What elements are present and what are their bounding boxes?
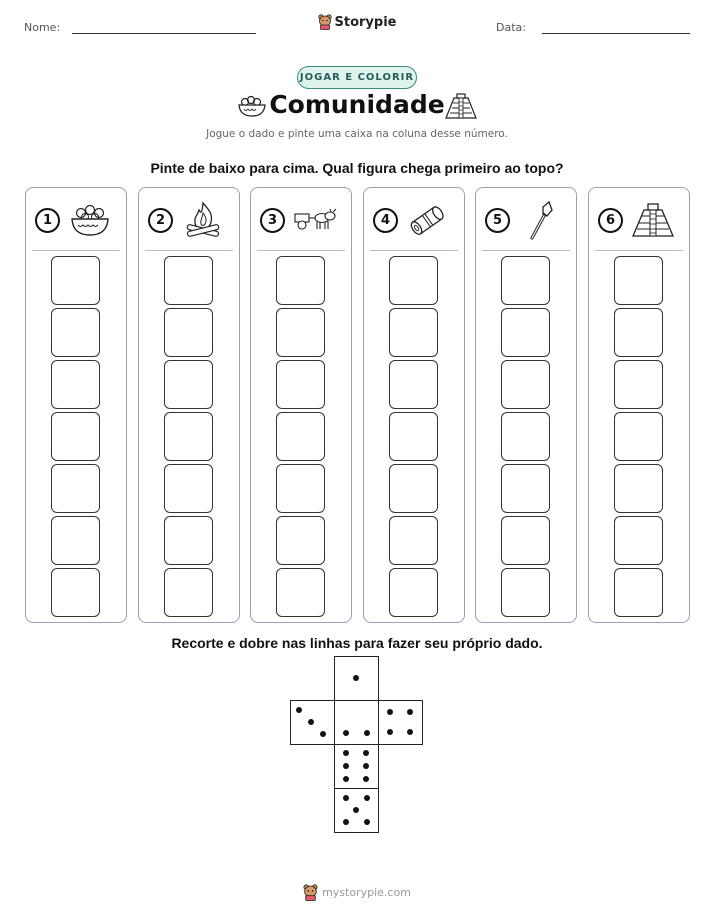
dice-pip bbox=[296, 707, 302, 713]
date-line bbox=[542, 33, 690, 34]
dice-pip bbox=[364, 819, 370, 825]
dice-pip bbox=[364, 730, 370, 736]
color-box bbox=[614, 568, 663, 617]
column-divider bbox=[257, 250, 345, 251]
column-divider bbox=[145, 250, 233, 251]
color-box bbox=[501, 516, 550, 565]
color-box bbox=[164, 308, 213, 357]
dice-pip bbox=[343, 776, 349, 782]
campfire-icon bbox=[181, 200, 225, 245]
color-box bbox=[164, 568, 213, 617]
food-bowl-icon bbox=[68, 200, 112, 245]
dice-pip bbox=[363, 750, 369, 756]
dice-pip bbox=[308, 719, 314, 725]
storypie-logo-icon bbox=[303, 884, 318, 901]
dice-face-2 bbox=[334, 700, 379, 745]
column-4 bbox=[363, 187, 465, 623]
color-box bbox=[51, 568, 100, 617]
column-number: 2 bbox=[148, 208, 173, 233]
color-box bbox=[51, 308, 100, 357]
color-box bbox=[276, 308, 325, 357]
dice-pip bbox=[343, 730, 349, 736]
color-box bbox=[164, 464, 213, 513]
color-box bbox=[389, 412, 438, 461]
color-box bbox=[501, 360, 550, 409]
color-box bbox=[276, 464, 325, 513]
dice-pip bbox=[363, 763, 369, 769]
column-number: 5 bbox=[485, 208, 510, 233]
column-header bbox=[485, 200, 569, 244]
color-box bbox=[51, 412, 100, 461]
color-box bbox=[389, 464, 438, 513]
color-box bbox=[276, 412, 325, 461]
dice-pip bbox=[364, 795, 370, 801]
dice-face-5 bbox=[334, 788, 379, 833]
dice-pip bbox=[343, 819, 349, 825]
dice-pip bbox=[407, 709, 413, 715]
color-box bbox=[276, 256, 325, 305]
brand-name: Storypie bbox=[334, 14, 397, 30]
column-2 bbox=[138, 187, 240, 623]
color-box bbox=[614, 308, 663, 357]
color-box bbox=[389, 360, 438, 409]
column-number: 3 bbox=[260, 208, 285, 233]
column-6 bbox=[588, 187, 690, 623]
color-box bbox=[389, 516, 438, 565]
color-box bbox=[51, 360, 100, 409]
color-box bbox=[501, 256, 550, 305]
dice-pip bbox=[407, 729, 413, 735]
color-box bbox=[614, 412, 663, 461]
column-divider bbox=[370, 250, 458, 251]
dice-face-3 bbox=[290, 700, 335, 745]
name-label: Nome: bbox=[24, 21, 61, 34]
footer-url: mystorypie.com bbox=[322, 886, 411, 899]
column-divider bbox=[32, 250, 120, 251]
color-box bbox=[276, 360, 325, 409]
dice-pip bbox=[320, 731, 326, 737]
storypie-logo-icon bbox=[318, 14, 332, 30]
color-box bbox=[614, 516, 663, 565]
color-box bbox=[389, 256, 438, 305]
column-5 bbox=[475, 187, 577, 623]
color-box bbox=[276, 516, 325, 565]
color-box bbox=[614, 464, 663, 513]
color-box bbox=[276, 568, 325, 617]
dice-face-4 bbox=[378, 700, 423, 745]
color-box bbox=[164, 256, 213, 305]
color-box bbox=[164, 412, 213, 461]
column-header bbox=[148, 200, 232, 244]
color-box bbox=[51, 516, 100, 565]
color-box bbox=[51, 256, 100, 305]
dice-face-6 bbox=[334, 744, 379, 789]
date-label: Data: bbox=[496, 21, 526, 34]
column-divider bbox=[482, 250, 570, 251]
color-box bbox=[389, 308, 438, 357]
column-1 bbox=[25, 187, 127, 623]
color-box bbox=[614, 256, 663, 305]
column-3 bbox=[250, 187, 352, 623]
brand bbox=[0, 14, 714, 35]
dice-pip bbox=[353, 675, 359, 681]
color-box bbox=[501, 464, 550, 513]
color-box bbox=[389, 568, 438, 617]
column-divider bbox=[595, 250, 683, 251]
dice-pip bbox=[343, 763, 349, 769]
column-number: 1 bbox=[35, 208, 60, 233]
dice-face-1 bbox=[334, 656, 379, 701]
column-number: 4 bbox=[373, 208, 398, 233]
dice-pip bbox=[387, 729, 393, 735]
column-header bbox=[260, 200, 344, 244]
dice-pip bbox=[363, 776, 369, 782]
instruction-top: Pinte de baixo para cima. Qual figura chega primeiro ao topo? bbox=[150, 160, 564, 176]
column-header bbox=[35, 200, 119, 244]
column-number: 6 bbox=[598, 208, 623, 233]
footer bbox=[0, 884, 714, 906]
color-box bbox=[51, 464, 100, 513]
dice-pip bbox=[343, 750, 349, 756]
color-box bbox=[164, 360, 213, 409]
dice-pip bbox=[387, 709, 393, 715]
dice-pip bbox=[353, 807, 359, 813]
scroll-icon bbox=[406, 200, 450, 245]
pyramid-icon bbox=[631, 200, 675, 245]
color-box bbox=[614, 360, 663, 409]
color-box bbox=[501, 308, 550, 357]
color-box bbox=[164, 516, 213, 565]
color-box bbox=[501, 412, 550, 461]
activity-badge: JOGAR E COLORIR bbox=[297, 66, 417, 89]
color-box bbox=[501, 568, 550, 617]
column-header bbox=[598, 200, 682, 244]
column-header bbox=[373, 200, 457, 244]
instruction-bottom: Recorte e dobre nas linhas para fazer seu próprio dado. bbox=[171, 635, 543, 651]
spear-icon bbox=[518, 200, 562, 245]
dice-pip bbox=[343, 795, 349, 801]
subtitle: Jogue o dado e pinte uma caixa na coluna desse número. bbox=[206, 128, 508, 140]
page-title: Comunidade bbox=[269, 90, 445, 119]
pyramid-icon bbox=[444, 93, 478, 124]
ox-cart-icon bbox=[293, 200, 339, 245]
